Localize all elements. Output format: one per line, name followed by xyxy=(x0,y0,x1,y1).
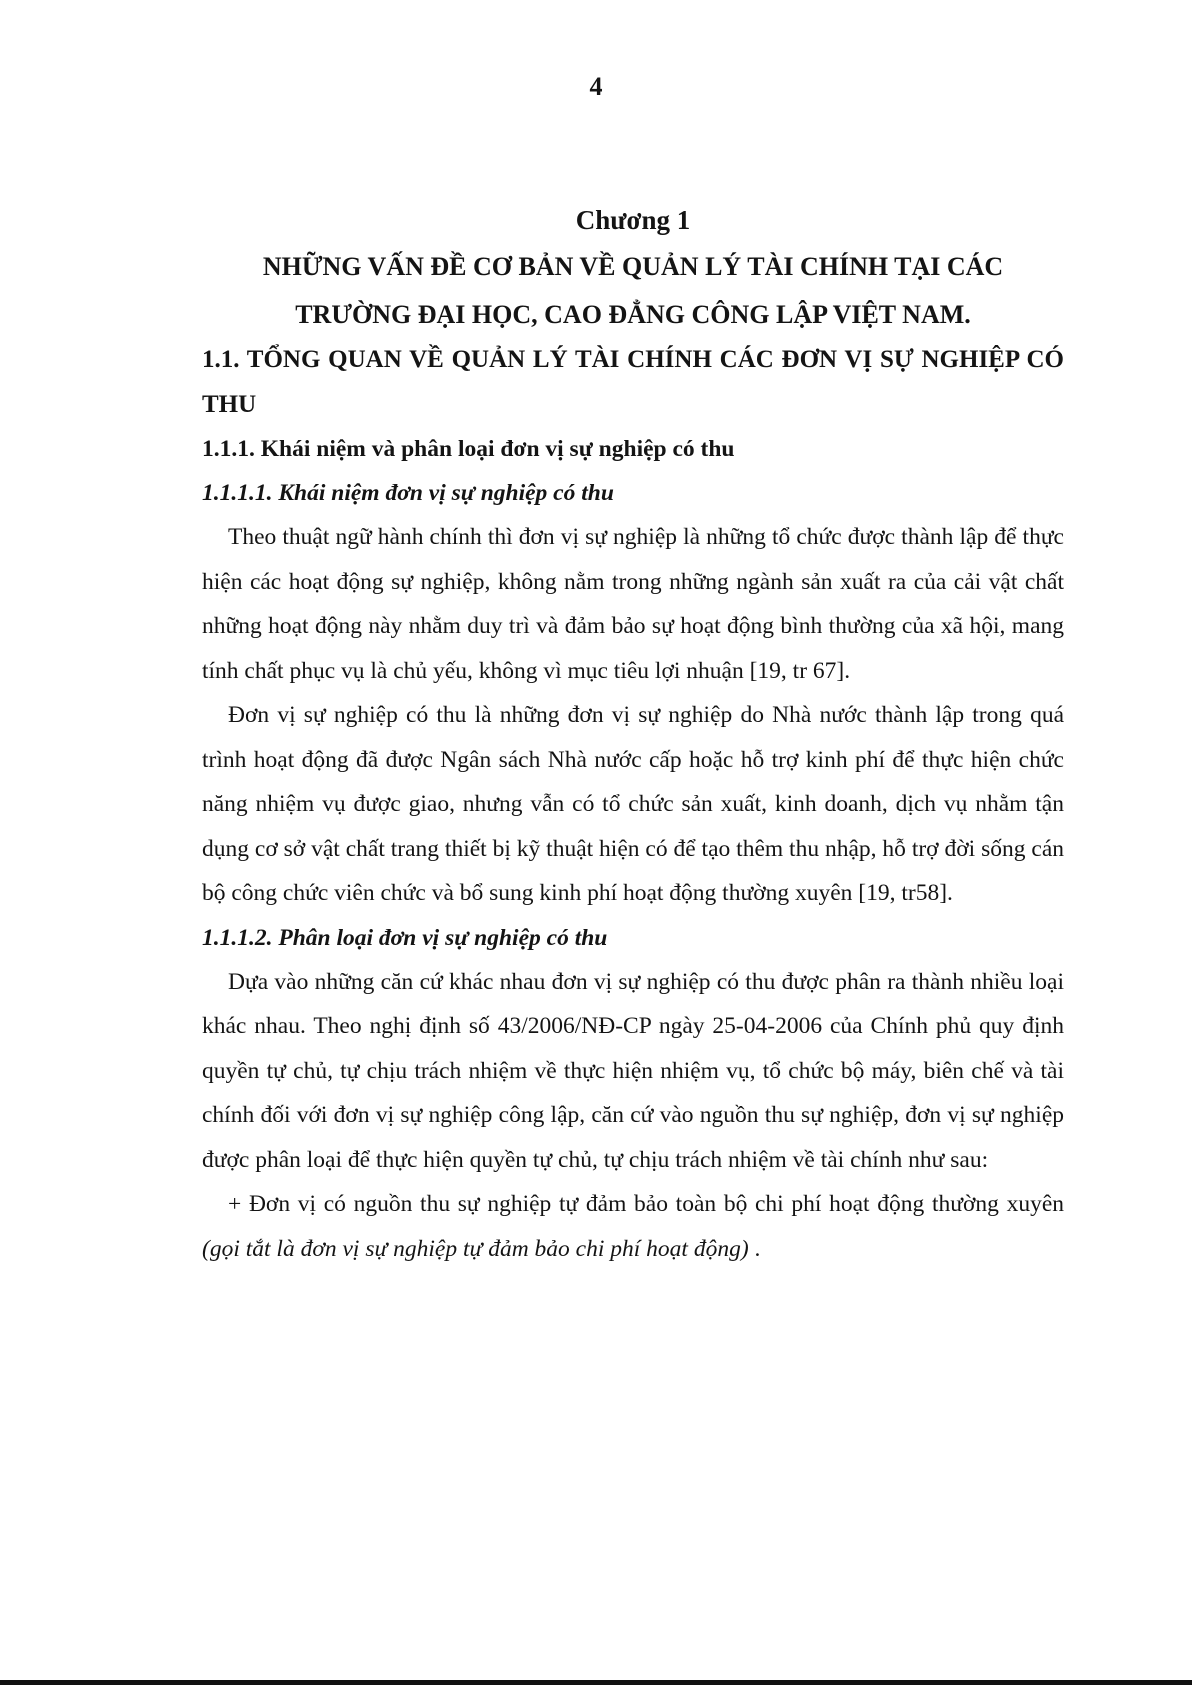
section-heading-1-1: 1.1. TỔNG QUAN VỀ QUẢN LÝ TÀI CHÍNH CÁC ĐƠN VỊ SỰ NGHIỆP CÓ THU xyxy=(202,346,1064,418)
page-number: 4 xyxy=(589,72,603,101)
chapter-title-line-2: TRƯỜNG ĐẠI HỌC, CAO ĐẲNG CÔNG LẬP VIỆT NAM. xyxy=(295,300,971,329)
section-heading-1-1-1-1: 1.1.1.1. Khái niệm đơn vị sự nghiệp có thu xyxy=(202,480,614,506)
section-heading-1-1-1-2: 1.1.1.2. Phân loại đơn vị sự nghiệp có thu xyxy=(202,924,608,951)
chapter-label: Chương 1 xyxy=(575,205,691,235)
paragraph-revenue-unit: Đơn vị sự nghiệp có thu là những đơn vị sự nghiệp do Nhà nước thành lập trong quá trình hoạt động đã được Ngân sách Nhà nước cấp hoặc hỗ trợ kinh phí để thực hiện chức năng nhiệm vụ được giao, nhưng vẫn có tổ chức sản xuất, kinh doanh, dịch vụ nhằm tận dụng cơ sở vật chất trang thiết bị kỹ thuật hiện có để tạo thêm thu nhập, hỗ trợ đời sống cán bộ công chức viên chức và bổ sung kinh phí hoạt động thường xuyên [19, tr58]. xyxy=(202,702,1064,906)
paragraph-classification: Dựa vào những căn cứ khác nhau đơn vị sự nghiệp có thu được phân ra thành nhiều loại khác nhau. Theo nghị định số 43/2006/NĐ-CP ngày 25-04-2006 của Chính phủ quy định quyền tự chủ, tự chịu trách nhiệm về thực hiện nhiệm vụ, tổ chức bộ máy, biên chế và tài chính đối với đơn vị sự nghiệp công lập, căn cứ vào nguồn thu sự nghiệp, đơn vị sự nghiệp được phân loại để thực hiện quyền tự chủ, tự chịu trách nhiệm về tài chính như sau: xyxy=(202,968,1064,1173)
bullet-self-funded-unit xyxy=(202,1182,1064,1271)
chapter-title xyxy=(202,243,1064,339)
bullet-tail: . xyxy=(748,1235,761,1262)
chapter-title-line-1: NHỮNG VẤN ĐỀ CƠ BẢN VỀ QUẢN LÝ TÀI CHÍNH TẠI CÁC xyxy=(262,252,1004,281)
section-heading-1-1-1: 1.1.1. Khái niệm và phân loại đơn vị sự nghiệp có thu xyxy=(202,436,735,462)
paragraph-definition: Theo thuật ngữ hành chính thì đơn vị sự nghiệp là những tổ chức được thành lập để thực hiện các hoạt động sự nghiệp, không nằm trong những ngành sản xuất ra của cải vật chất những hoạt động này nhằm duy trì và đảm bảo sự hoạt động bình thường của xã hội, mang tính chất phục vụ là chủ yếu, không vì mục tiêu lợi nhuận [19, tr 67]. xyxy=(202,524,1064,684)
bullet-text: + Đơn vị có nguồn thu sự nghiệp tự đảm bảo toàn bộ chi phí hoạt động thường xuyên xyxy=(228,1191,1064,1217)
page-bottom-edge xyxy=(0,1680,1192,1685)
bullet-italic-note: (gọi tắt là đơn vị sự nghiệp tự đảm bảo chi phí hoạt động) xyxy=(202,1235,749,1262)
page-body xyxy=(202,200,1064,1271)
